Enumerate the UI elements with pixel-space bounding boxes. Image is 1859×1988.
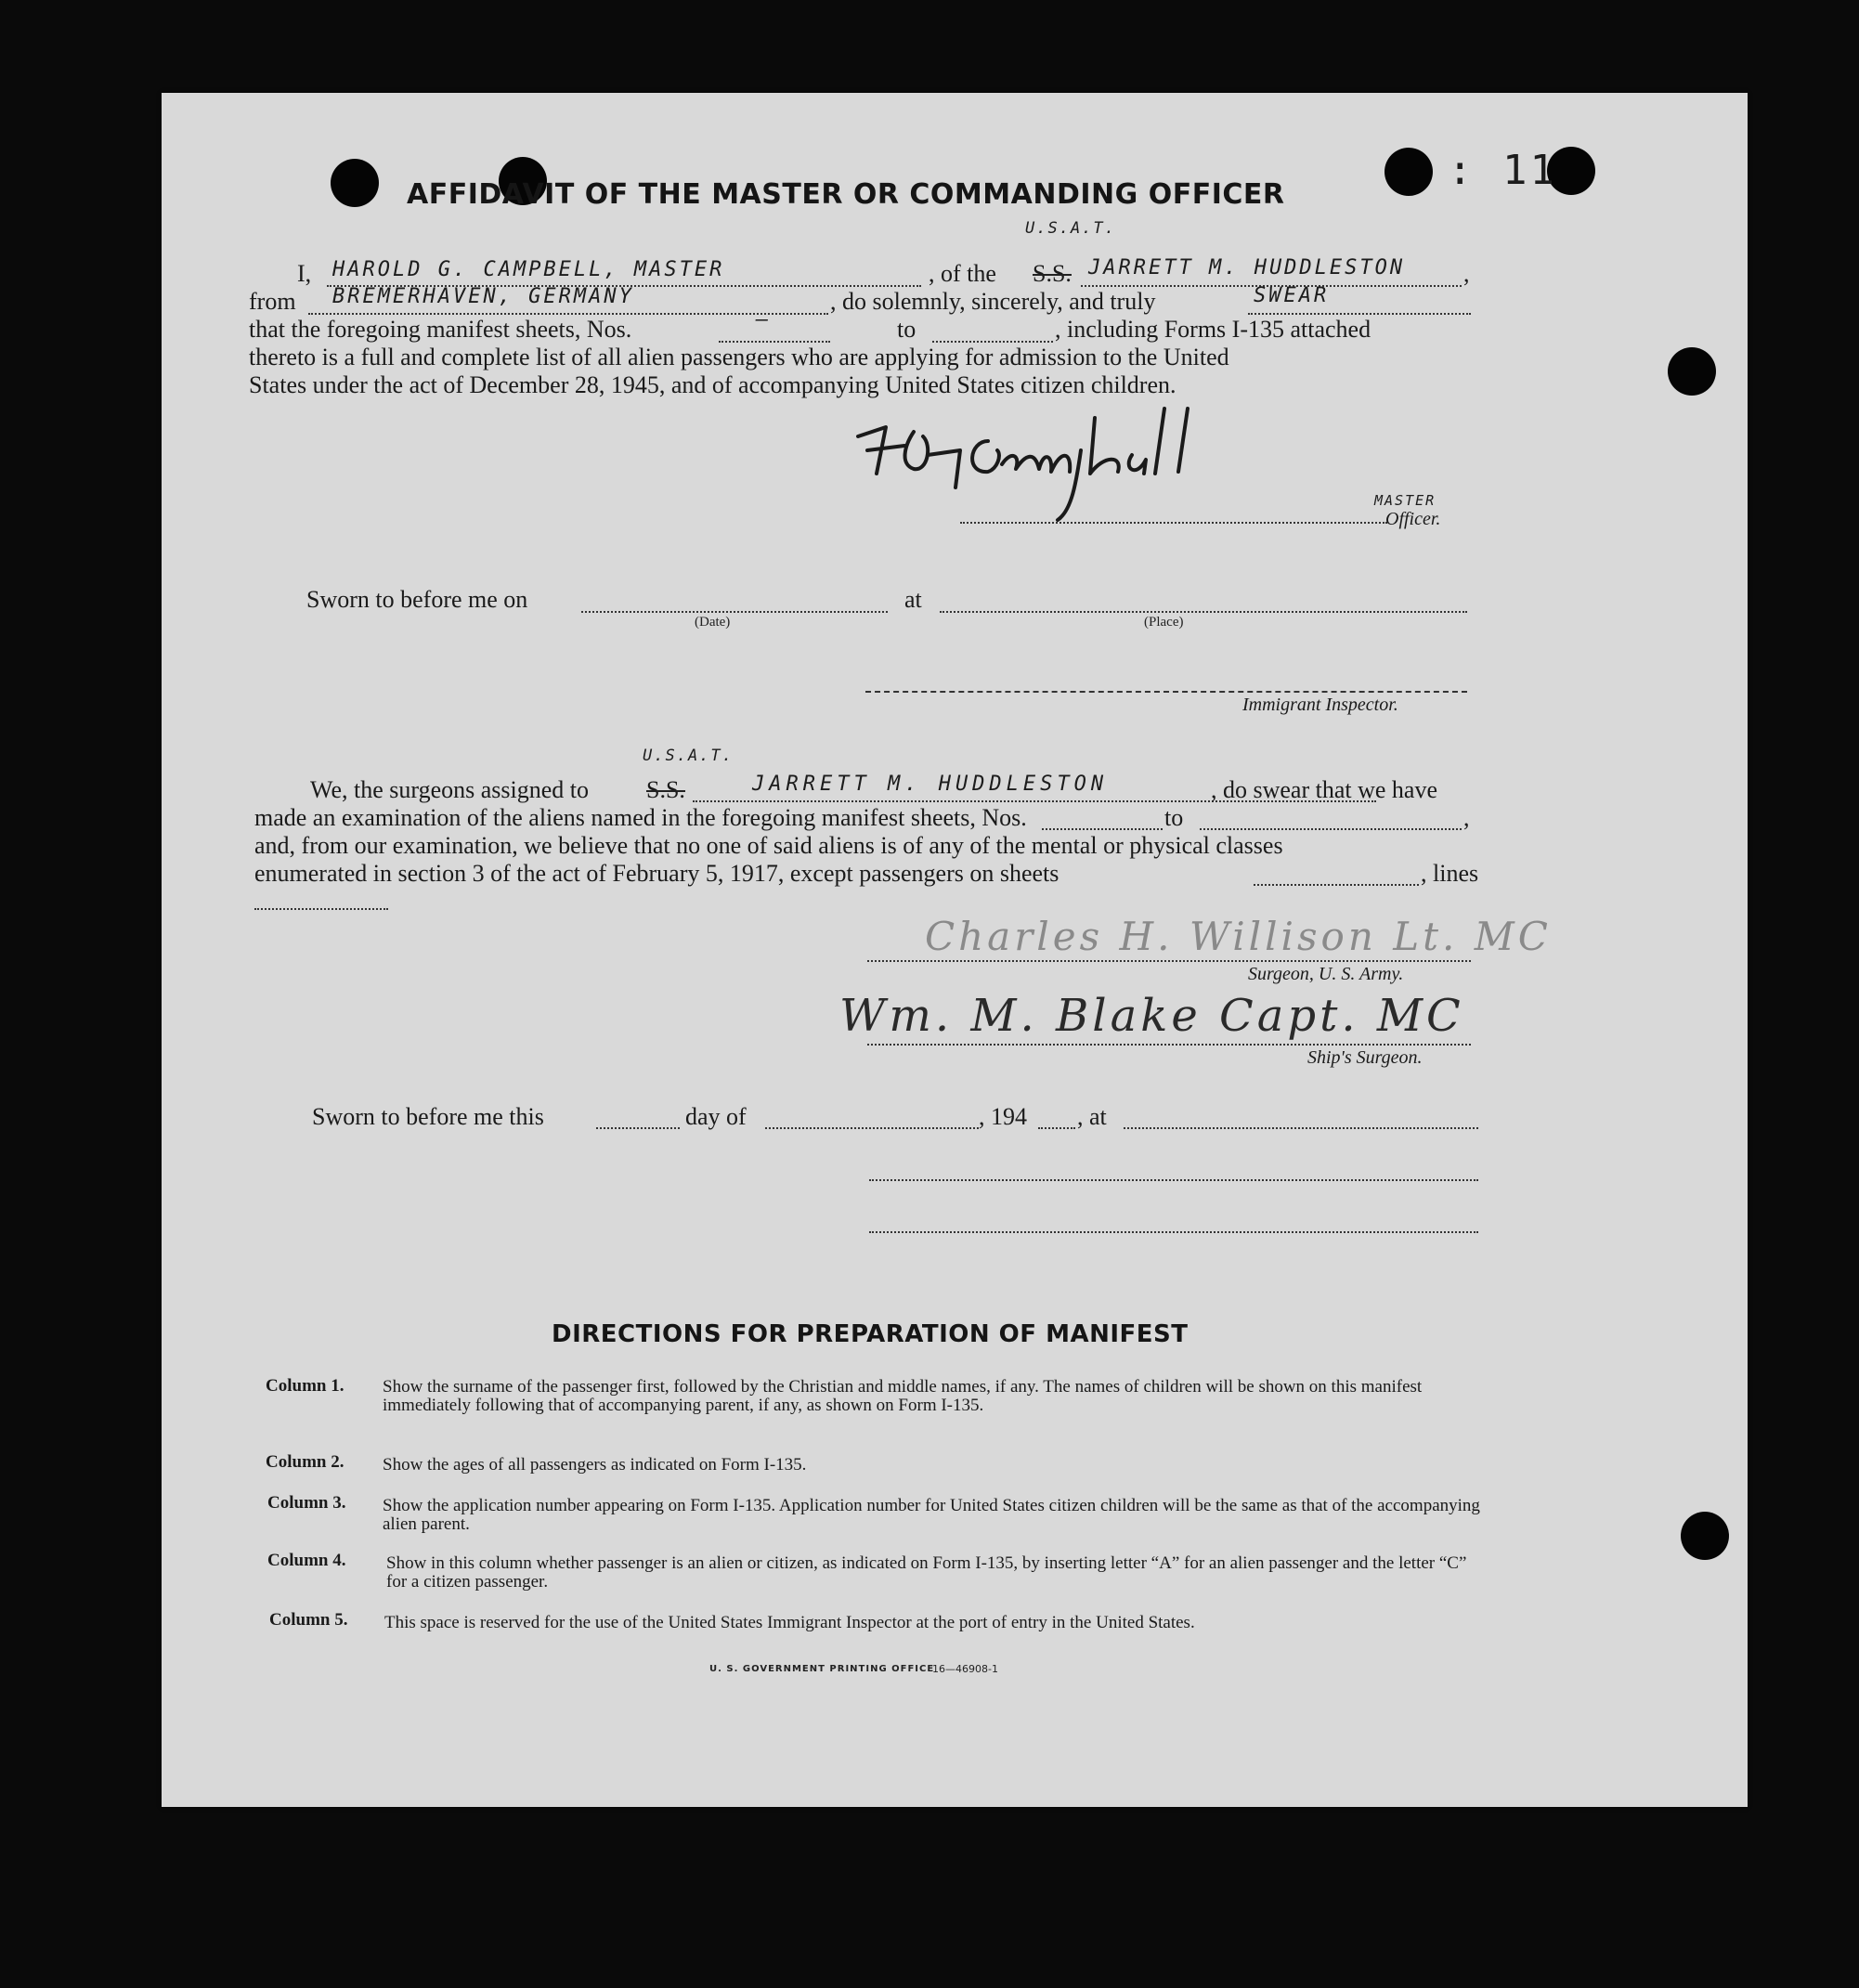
column-5-name: Column 5. — [269, 1610, 348, 1630]
text-comma: , — [1463, 260, 1470, 287]
column-2-text: Show the ages of all passengers as indicated on Form I-135. — [383, 1455, 807, 1475]
sworn2-year: , 194 — [979, 1103, 1027, 1130]
army-surgeon-signature: Charles H. Willison Lt. MC — [925, 914, 1552, 959]
sworn1-date-field — [581, 611, 888, 613]
date-caption: (Date) — [695, 615, 731, 630]
sworn1-at: at — [904, 586, 922, 613]
ship-prefix-handwritten: U.S.A.T. — [1025, 219, 1116, 238]
affidavit-sheet — [162, 93, 1748, 1807]
text-of-the: , of the — [929, 260, 996, 287]
surgeons-nos-from-field — [1042, 828, 1163, 830]
inspector-signature-line — [865, 691, 1467, 693]
from-place-value: BREMERHAVEN, GERMANY — [332, 285, 634, 308]
surgeons-line1-end: , do swear that we have — [1211, 776, 1438, 803]
army-surgeon-line — [867, 960, 1471, 962]
surgeons-sheets-field — [1254, 884, 1419, 886]
surgeons-line2a: made an examination of the aliens named in the foregoing manifest sheets, Nos. — [254, 804, 1027, 831]
column-5-text: This space is reserved for the use of the United States Immigrant Inspector at the port of entry in the United States. — [384, 1613, 1195, 1632]
surgeons-line3: and, from our examination, we believe that no one of said aliens is of any of the mental or physical classes — [254, 832, 1283, 859]
sworn2-signature-line1 — [869, 1179, 1478, 1181]
column-2-name: Column 2. — [266, 1452, 344, 1472]
ship-name-value: JARRETT M. HUDDLESTON — [1088, 256, 1406, 279]
officer-label: Officer. — [1385, 509, 1441, 529]
sworn1-place-field — [940, 611, 1467, 613]
sworn2-place-field — [1124, 1127, 1478, 1129]
sworn2-year-field — [1038, 1127, 1075, 1129]
place-caption: (Place) — [1144, 615, 1184, 630]
text-line3a: that the foregoing manifest sheets, Nos. — [249, 316, 632, 343]
column-1-text: Show the surname of the passenger first, followed by the Christian and middle names, if any. The names of children will be shown on this manifest immediately following that of accompanying parent, if any, as shown on Form I-135. — [383, 1377, 1423, 1415]
text-line4: thereto is a full and complete list of all alien passengers who are applying for admission to the United — [249, 344, 1229, 370]
printer-line: U. S. GOVERNMENT PRINTING OFFICE — [709, 1664, 935, 1674]
punch-hole — [1668, 347, 1716, 396]
surgeons-line4a: enumerated in section 3 of the act of February 5, 1917, except passengers on sheets — [254, 860, 1060, 887]
oath-value: SWEAR — [1254, 284, 1330, 307]
sworn2-day-field — [596, 1127, 680, 1129]
master-signature — [867, 427, 873, 428]
column-4-text: Show in this column whether passenger is an alien or citizen, as indicated on Form I-135, by inserting letter “A” for an alien passenger and the letter “C” for a citizen passenger. — [386, 1553, 1467, 1592]
column-3-name: Column 3. — [267, 1493, 346, 1513]
text-i: I, — [297, 260, 312, 287]
nos-from-field — [719, 341, 830, 343]
surgeons-nos-to-field — [1200, 828, 1462, 830]
surgeons-we: We, the surgeons assigned to — [310, 776, 589, 803]
directions-title: DIRECTIONS FOR PREPARATION OF MANIFEST — [552, 1320, 1189, 1348]
inspector-label: Immigrant Inspector. — [1242, 695, 1398, 715]
column-4-name: Column 4. — [267, 1551, 346, 1570]
punch-hole — [1681, 1512, 1729, 1560]
surgeons-lines-field — [254, 908, 388, 910]
text-solemnly: , do solemnly, sincerely, and truly — [830, 288, 1156, 315]
nos-from-value: — — [756, 308, 772, 331]
sworn2-label: Sworn to before me this — [312, 1103, 544, 1130]
army-surgeon-label: Surgeon, U. S. Army. — [1248, 964, 1404, 984]
surgeons-ship-value: JARRETT M. HUDDLESTON — [752, 773, 1109, 796]
stamp-number: : 11 — [1448, 147, 1557, 194]
text-line5: States under the act of December 28, 1945, and of accompanying United States citizen children. — [249, 371, 1176, 398]
column-3-text: Show the application number appearing on Form I-135. Application number for United States citizen children will be the same as that of the accompanying alien parent. — [383, 1496, 1480, 1534]
nos-to-field — [932, 341, 1053, 343]
oath-field — [1248, 313, 1471, 315]
surgeons-ship-prefix-handwritten: U.S.A.T. — [643, 747, 734, 765]
master-signature-graphic — [849, 399, 1294, 539]
ship-surgeon-label: Ship's Surgeon. — [1307, 1047, 1423, 1068]
punch-hole — [331, 159, 379, 207]
ship-surgeon-line — [867, 1044, 1471, 1046]
ship-surgeon-signature: Wm. M. Blake Capt. MC — [839, 990, 1464, 1042]
sworn2-day-of: day of — [685, 1103, 747, 1130]
text-from: from — [249, 288, 296, 315]
master-label-hand: MASTER — [1374, 492, 1436, 509]
text-line3b: , including Forms I-135 attached — [1055, 316, 1372, 343]
officer-signature-line — [960, 522, 1387, 524]
form-code: 16—46908-1 — [932, 1663, 998, 1675]
surgeons-ship-prefix-struck: S.S. — [646, 776, 685, 803]
surgeons-line4b: , lines — [1421, 860, 1479, 887]
column-1-name: Column 1. — [266, 1376, 344, 1396]
master-name-value: HAROLD G. CAMPBELL, MASTER — [332, 258, 725, 281]
ship-prefix-struck: S.S. — [1033, 260, 1072, 287]
sworn1-label: Sworn to before me on — [306, 586, 528, 613]
sworn2-signature-line2 — [869, 1231, 1478, 1233]
sworn2-month-field — [765, 1127, 979, 1129]
surgeons-line2-end: , — [1463, 804, 1470, 831]
punch-hole — [1384, 148, 1433, 196]
page-title: AFFIDAVIT OF THE MASTER OR COMMANDING OFFICER — [407, 178, 1285, 211]
surgeons-to: to — [1164, 804, 1184, 831]
text-to: to — [897, 316, 916, 343]
from-place-field — [308, 313, 828, 315]
sworn2-at: , at — [1077, 1103, 1107, 1130]
